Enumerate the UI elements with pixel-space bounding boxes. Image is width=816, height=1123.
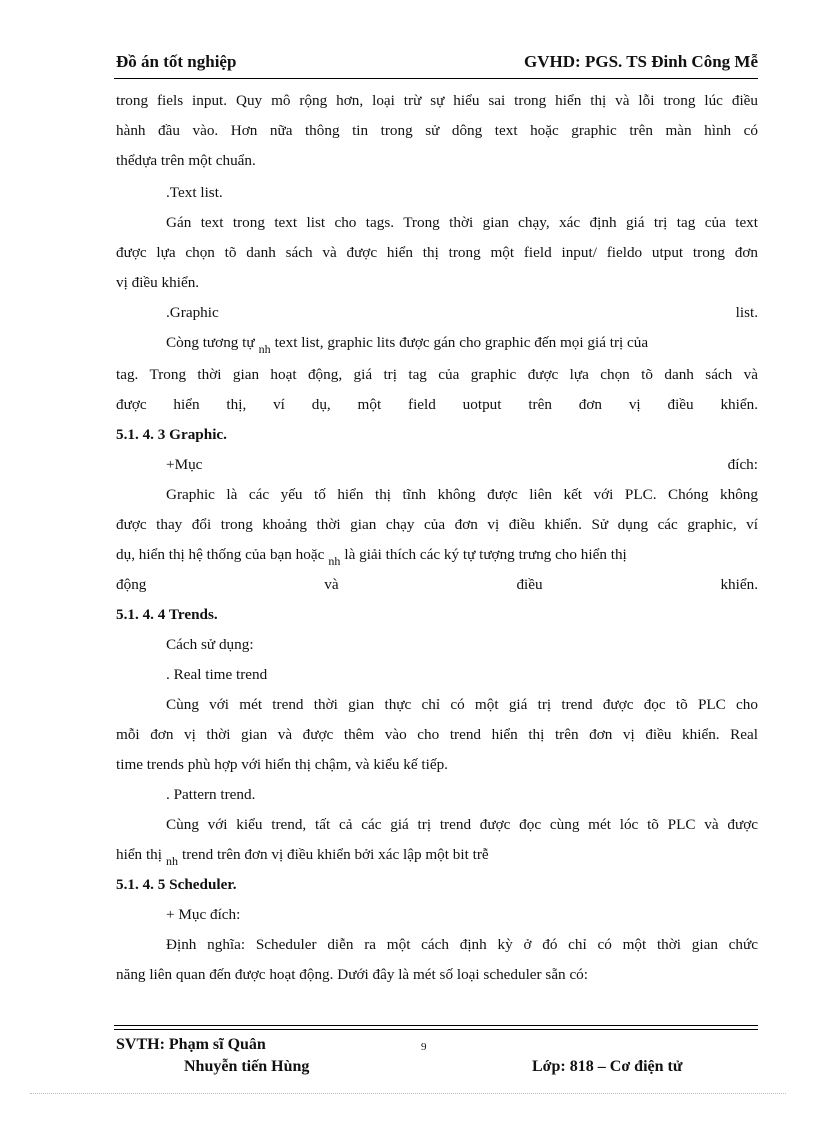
header-title: Đồ án tốt nghiệp xyxy=(116,52,237,71)
line-word: +Mục xyxy=(166,456,203,473)
footer-rule xyxy=(114,1029,758,1030)
body-line: Cùng với kiểu trend, tất cả các giá trị trend được đọc cùng mét lóc tõ PLC và được xyxy=(166,816,758,833)
body-line: được hiển thị, ví dụ, một field uotput trên đơn vị điều khiển. xyxy=(116,396,758,413)
page-header xyxy=(116,48,758,72)
line-text: Còng tương tự xyxy=(166,334,255,351)
line-word: đích: xyxy=(727,456,758,473)
body-line: vị điều khiển. xyxy=(116,274,200,291)
body-line xyxy=(116,844,758,866)
page-bottom-border xyxy=(30,1093,786,1094)
body-line: tag. Trong thời gian hoạt động, giá trị tag của graphic được lựa chọn tõ danh sách và xyxy=(116,366,758,383)
body-line xyxy=(116,454,758,476)
body-line: hành đầu vào. Hơn nữa thông tin trong sử dông text hoặc graphic trên màn hình có xyxy=(116,122,758,139)
body-line: thểdựa trên một chuẩn. xyxy=(116,152,256,169)
body-line: được thay đổi trong khoảng thời gian chạy của đơn vị điều khiển. Sử dụng các graphic, ví xyxy=(116,516,758,533)
line-text: dụ, hiển thị hệ thống của bạn hoặc xyxy=(116,546,325,563)
body-line: năng liên quan đến được hoạt động. Dưới đây là mét số loại scheduler sẵn có: xyxy=(116,966,588,983)
body-line: . Real time trend xyxy=(166,666,268,683)
header-rule xyxy=(114,78,758,79)
section-heading: 5.1. 4. 5 Scheduler. xyxy=(116,876,237,893)
page-number: 9 xyxy=(421,1041,427,1053)
body-line: Cùng với mét trend thời gian thực chỉ có một giá trị trend được đọc tõ PLC cho xyxy=(166,696,758,713)
body-line: Gán text trong text list cho tags. Trong thời gian chạy, xác định giá trị tag của text xyxy=(166,214,758,231)
section-heading: 5.1. 4. 4 Trends. xyxy=(116,606,218,623)
header-supervisor: GVHD: PGS. TS Đinh Công Mễ xyxy=(524,52,758,71)
line-word: list. xyxy=(735,304,758,321)
body-line: được lựa chọn tõ danh sách và được hiển thị trong một field input/ fieldo utput trong đơn xyxy=(116,244,758,261)
body-line: Định nghĩa: Scheduler diễn ra một cách định kỳ ở đó chỉ có một thời gian chức xyxy=(166,936,758,953)
subscript-text: nh xyxy=(328,554,341,568)
body-line xyxy=(116,332,758,354)
subscript-text: nh xyxy=(165,854,178,868)
line-text: trend trên đơn vị điều khiển bởi xác lập một bit trễ xyxy=(181,846,489,863)
line-text: text list, graphic lits được gán cho graphic đến mọi giá trị của xyxy=(274,334,649,351)
body-line: + Mục đích: xyxy=(166,906,241,923)
line-text: là giải thích các ký tự tượng trưng cho hiển thị xyxy=(344,546,627,563)
body-line xyxy=(116,544,758,566)
body-line: động và điều khiển. xyxy=(116,576,758,593)
footer-svth: SVTH: Phạm sĩ Quân xyxy=(116,1036,266,1053)
body-line: . Pattern trend. xyxy=(166,786,256,803)
body-line: trong fiels input. Quy mô rộng hơn, loại trừ sự hiểu sai trong hiển thị và lỗi trong lúc điều xyxy=(116,92,758,109)
body-line xyxy=(116,302,758,324)
line-word: .Graphic xyxy=(166,304,219,321)
footer-rule xyxy=(114,1025,758,1026)
body-line: Graphic là các yếu tố hiển thị tĩnh không được liên kết với PLC. Chóng không xyxy=(166,486,758,503)
footer-class: Lớp: 818 – Cơ điện tử xyxy=(532,1058,683,1075)
body-line: mỗi đơn vị thời gian và được thêm vào cho trend hiển thị trên đơn vị điều khiển. Real xyxy=(116,726,758,743)
subscript-text: nh xyxy=(258,342,271,356)
body-line: Cách sử dụng: xyxy=(166,636,254,653)
line-text: hiển thị xyxy=(116,846,162,863)
body-line: .Text list. xyxy=(166,184,223,201)
section-heading: 5.1. 4. 3 Graphic. xyxy=(116,426,227,443)
footer-student-name: Nhuyễn tiến Hùng xyxy=(184,1058,310,1075)
body-line: time trends phù hợp với hiển thị chậm, và kiểu kế tiếp. xyxy=(116,756,448,773)
